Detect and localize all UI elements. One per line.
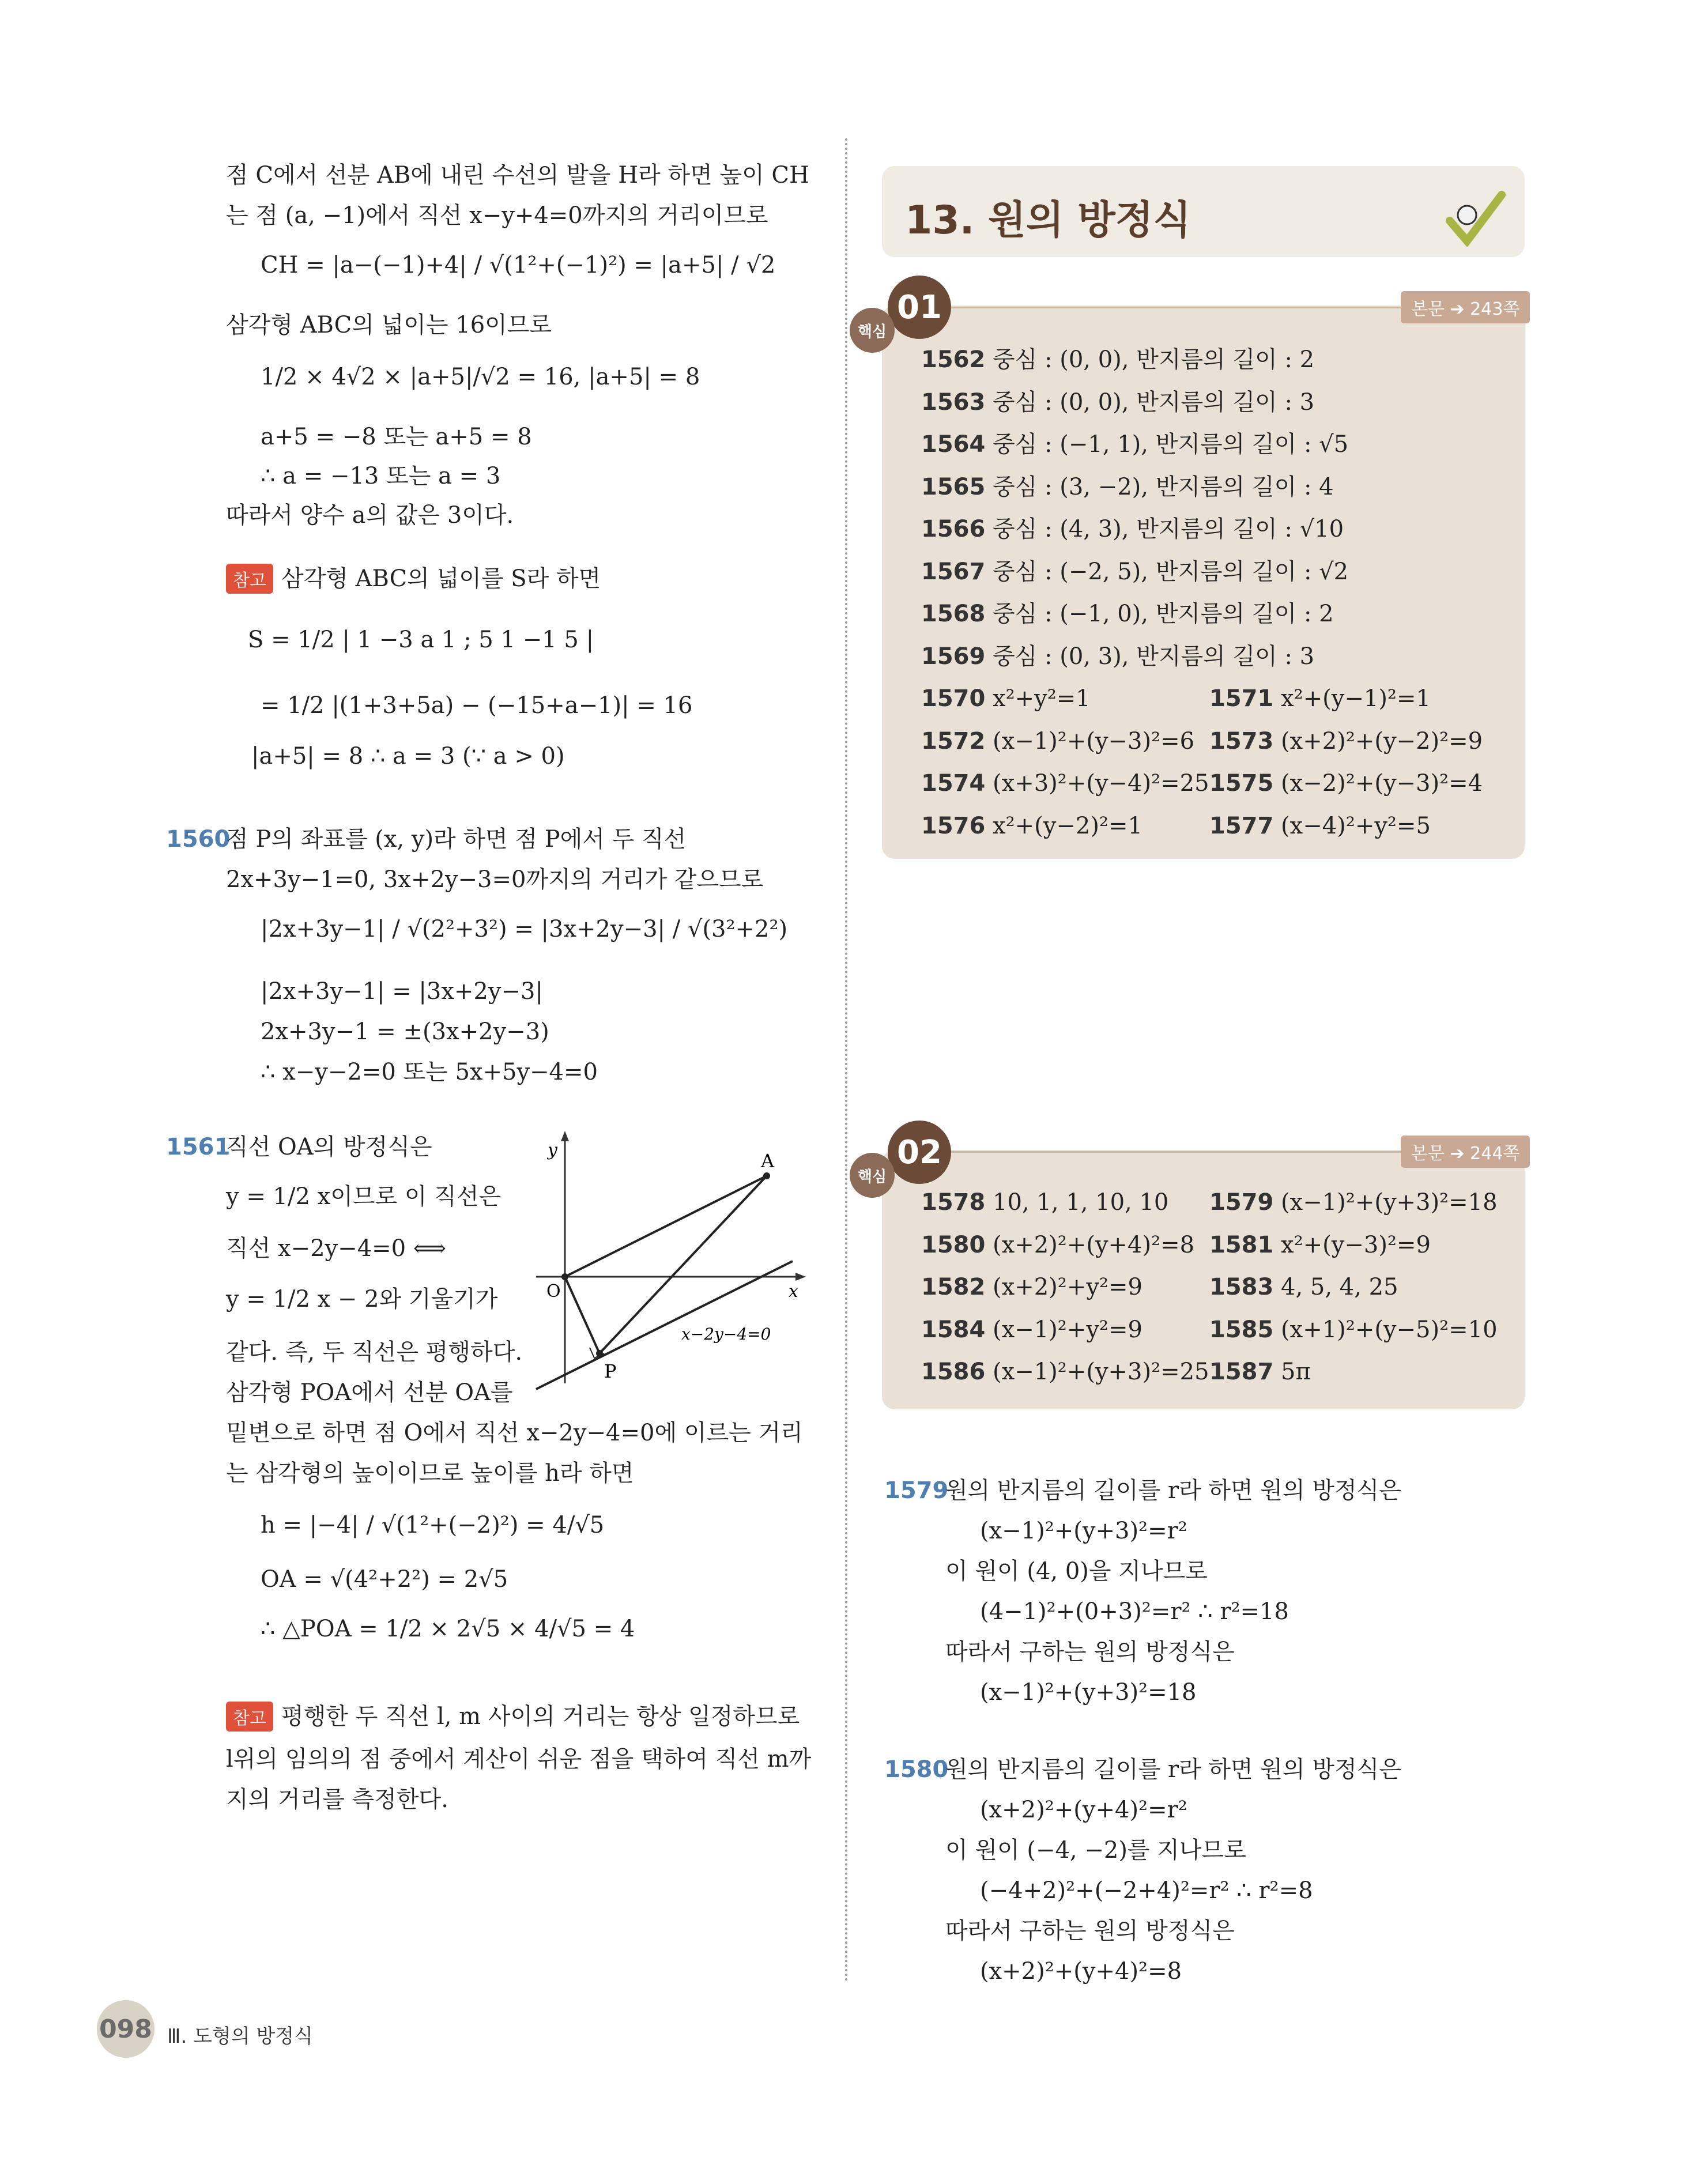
text-line: 직선 x−2y−4=0 ⟺	[226, 1235, 447, 1262]
y-label: y	[548, 1140, 557, 1160]
answer-text: (x−1)²+(y+3)²=18	[1281, 1189, 1498, 1216]
x-label: x	[789, 1281, 798, 1302]
reference-tag: 참고	[226, 564, 273, 594]
answer-number: 1568	[921, 601, 986, 627]
text-line: 따라서 구하는 원의 방정식은	[945, 1918, 1235, 1944]
equation-line: (x−1)²+(y+3)²=18	[980, 1679, 1197, 1706]
box-badge: 01	[888, 276, 951, 339]
text-line: 삼각형 ABC의 넓이는 16이므로	[226, 312, 552, 338]
answer-number: 1577	[1209, 812, 1274, 839]
text-line: 따라서 구하는 원의 방정식은	[945, 1639, 1235, 1665]
problem-number: 1579	[884, 1477, 949, 1504]
point-A	[763, 1172, 770, 1179]
text-line: 따라서 양수 a의 값은 3이다.	[226, 502, 514, 529]
text-line: 점 P의 좌표를 (x, y)라 하면 점 P에서 두 직선	[226, 826, 687, 853]
text-line: 원의 반지름의 길이를 r라 하면 원의 방정식은	[945, 1756, 1401, 1783]
answer-text: x²+y²=1	[993, 685, 1091, 712]
answer-text: 중심 : (−1, 1), 반지름의 길이 : √5	[993, 431, 1349, 458]
answer-item	[921, 1229, 1194, 1261]
answer-item	[921, 471, 1334, 503]
answer-item	[1209, 1229, 1431, 1261]
section-title: 13. 원의 방정식	[905, 198, 1191, 243]
answer-number: 1565	[921, 473, 986, 500]
answer-item	[921, 344, 1314, 376]
a-label: A	[761, 1150, 775, 1172]
answer-number: 1562	[921, 346, 986, 373]
page-reference: 본문 ➔ 243쪽	[1401, 291, 1530, 323]
text-line: 지의 거리를 측정한다.	[226, 1786, 448, 1813]
answer-text: (x+3)²+(y−4)²=25	[993, 770, 1209, 797]
answer-item	[921, 386, 1314, 418]
text-line: 는 점 (a, −1)에서 직선 x−y+4=0까지의 거리이므로	[226, 202, 768, 229]
answer-text: (x−2)²+(y−3)²=4	[1281, 770, 1483, 797]
answer-number: 1583	[1209, 1274, 1274, 1300]
answer-text: (x−1)²+(y+3)²=25	[993, 1359, 1209, 1385]
equation-line: |a+5| = 8 ∴ a = 3 (∵ a > 0)	[251, 743, 565, 770]
answer-item	[921, 513, 1344, 545]
answer-number: 1571	[1209, 685, 1274, 712]
answer-text: 10, 1, 1, 10, 10	[993, 1189, 1169, 1216]
answer-text: 중심 : (4, 3), 반지름의 길이 : √10	[993, 516, 1344, 542]
reference-note	[226, 563, 601, 595]
answer-item	[1209, 682, 1431, 715]
answer-item	[1209, 767, 1483, 799]
text-line: 이 원이 (4, 0)을 지나므로	[945, 1558, 1208, 1585]
problem-number: 1561	[166, 1134, 231, 1160]
answer-text: (x+2)²+y²=9	[993, 1274, 1143, 1300]
answer-item	[921, 428, 1348, 461]
answer-number: 1570	[921, 685, 986, 712]
answer-item	[921, 1356, 1209, 1388]
answer-item	[921, 1271, 1143, 1303]
answer-item	[921, 1186, 1168, 1219]
answer-number: 1587	[1209, 1359, 1274, 1385]
equation-line: = 1/2 |(1+3+5a) − (−15+a−1)| = 16	[261, 692, 693, 719]
text-line: 이 원이 (−4, −2)를 지나므로	[945, 1837, 1246, 1864]
answer-text: x²+(y−2)²=1	[993, 812, 1143, 839]
answer-item	[1209, 1314, 1498, 1346]
answer-text: 중심 : (0, 0), 반지름의 길이 : 3	[993, 388, 1315, 416]
point-O	[561, 1273, 568, 1280]
problem-number: 1580	[884, 1756, 949, 1783]
chapter-title: Ⅲ. 도형의 방정식	[167, 2025, 313, 2048]
answer-item	[921, 810, 1143, 842]
answer-text: x²+(y−3)²=9	[1281, 1231, 1431, 1258]
answer-text: (x+1)²+(y−5)²=10	[1281, 1316, 1498, 1343]
section-title-box	[882, 166, 1525, 257]
answer-text: x²+(y−1)²=1	[1281, 685, 1431, 712]
answer-item	[1209, 810, 1431, 842]
text-line: y = 1/2 x이므로 이 직선은	[226, 1183, 502, 1210]
check-mascot-icon	[1444, 189, 1507, 247]
equation-line: (−4+2)²+(−2+4)²=r² ∴ r²=8	[980, 1877, 1313, 1904]
text-line: 같다. 즉, 두 직선은 평행하다.	[226, 1339, 523, 1366]
problem-number: 1560	[166, 826, 231, 853]
page-reference: 본문 ➔ 244쪽	[1401, 1136, 1530, 1168]
text-line: y = 1/2 x − 2와 기울기가	[226, 1286, 498, 1312]
equation-line: (x+2)²+(y+4)²=r²	[980, 1797, 1187, 1823]
answer-number: 1585	[1209, 1316, 1274, 1343]
text-line: 평행한 두 직선 l, m 사이의 거리는 항상 일정하므로	[281, 1703, 800, 1730]
answer-text: 5π	[1281, 1359, 1311, 1385]
answer-item	[921, 1314, 1143, 1346]
column-divider	[845, 138, 847, 1983]
equation-line: a+5 = −8 또는 a+5 = 8	[261, 424, 532, 450]
answer-number: 1566	[921, 516, 986, 542]
answer-text: 중심 : (−1, 0), 반지름의 길이 : 2	[993, 601, 1334, 627]
equation-line: |2x+3y−1| = |3x+2y−3|	[261, 978, 543, 1005]
answer-text: (x−1)²+y²=9	[993, 1316, 1143, 1343]
equation-line: 2x+3y−1 = ±(3x+2y−3)	[261, 1019, 549, 1045]
box-header-line	[945, 1151, 1407, 1153]
coordinate-graph	[530, 1130, 819, 1401]
answer-text: (x+2)²+(y−2)²=9	[1281, 727, 1483, 755]
point-P	[596, 1350, 603, 1357]
reference-tag: 참고	[226, 1702, 273, 1732]
equation-line: ∴ △POA = 1/2 × 2√5 × 4/√5 = 4	[261, 1616, 635, 1642]
segment-OA	[565, 1176, 767, 1277]
answer-text: 중심 : (0, 3), 반지름의 길이 : 3	[993, 643, 1315, 670]
equation-line: (x−1)²+(y+3)²=r²	[980, 1518, 1187, 1544]
answer-number: 1576	[921, 812, 986, 839]
x-axis-arrow	[795, 1273, 806, 1281]
text-line: 밑변으로 하면 점 O에서 직선 x−2y−4=0에 이르는 거리	[226, 1420, 803, 1446]
answer-number: 1567	[921, 558, 986, 585]
answer-text: 4, 5, 4, 25	[1281, 1274, 1398, 1300]
equation-line: ∴ x−y−2=0 또는 5x+5y−4=0	[261, 1059, 598, 1085]
equation-line: CH = |a−(−1)+4| / √(1²+(−1)²) = |a+5| / √2	[261, 252, 776, 278]
o-label: O	[546, 1281, 561, 1302]
answer-item	[1209, 1356, 1311, 1388]
reference-note	[226, 1700, 800, 1733]
answer-number: 1581	[1209, 1231, 1274, 1258]
equation-line: S = 1/2 | 1 −3 a 1 ; 5 1 −1 5 |	[248, 627, 594, 653]
text-line: 원의 반지름의 길이를 r라 하면 원의 방정식은	[945, 1477, 1401, 1504]
segment-OP	[565, 1277, 599, 1353]
answer-text: 중심 : (0, 0), 반지름의 길이 : 2	[993, 346, 1315, 373]
answer-number: 1584	[921, 1316, 986, 1343]
answer-number: 1582	[921, 1274, 986, 1300]
answer-number: 1575	[1209, 770, 1274, 797]
text-line: l위의 임의의 점 중에서 계산이 쉬운 점을 택하여 직선 m까	[226, 1746, 812, 1772]
answer-item	[1209, 1271, 1398, 1303]
answer-number: 1579	[1209, 1189, 1274, 1216]
answer-text: (x+2)²+(y+4)²=8	[993, 1231, 1195, 1258]
equation-line: 1/2 × 4√2 × |a+5|/√2 = 16, |a+5| = 8	[261, 364, 700, 390]
text-line: 삼각형 ABC의 넓이를 S라 하면	[281, 565, 601, 592]
text-line: 점 C에서 선분 AB에 내린 수선의 발을 H라 하면 높이 CH	[226, 162, 809, 188]
equation-line: OA = √(4²+2²) = 2√5	[261, 1566, 508, 1593]
answer-number: 1586	[921, 1359, 986, 1385]
page-number: 098	[97, 2000, 154, 2058]
core-label: 핵심	[850, 1153, 895, 1198]
answer-item	[921, 682, 1091, 715]
text-line: 삼각형 POA에서 선분 OA를	[226, 1379, 513, 1406]
answer-text: 중심 : (3, −2), 반지름의 길이 : 4	[993, 473, 1334, 500]
answer-text: (x−4)²+y²=5	[1281, 812, 1431, 839]
equation-line: h = |−4| / √(1²+(−2)²) = 4/√5	[261, 1512, 605, 1538]
equation-line: (4−1)²+(0+3)²=r² ∴ r²=18	[980, 1598, 1289, 1625]
text-line: 는 삼각형의 높이이므로 높이를 h라 하면	[226, 1460, 634, 1487]
answer-item	[921, 598, 1334, 630]
equation-line: (x+2)²+(y+4)²=8	[980, 1958, 1182, 1985]
answer-number: 1563	[921, 388, 986, 416]
answer-number: 1569	[921, 643, 986, 670]
answer-text: 중심 : (−2, 5), 반지름의 길이 : √2	[993, 558, 1349, 585]
answer-item	[921, 725, 1194, 757]
line-label: x−2y−4=0	[681, 1325, 771, 1344]
box-header-line	[945, 307, 1407, 308]
answer-item	[921, 556, 1348, 588]
answer-number: 1572	[921, 727, 986, 755]
answer-number: 1580	[921, 1231, 986, 1258]
equation-line: |2x+3y−1| / √(2²+3²) = |3x+2y−3| / √(3²+2²)	[261, 916, 788, 942]
answer-number: 1578	[921, 1189, 986, 1216]
answer-number: 1564	[921, 431, 986, 458]
answer-item	[1209, 725, 1483, 757]
answer-text: (x−1)²+(y−3)²=6	[993, 727, 1195, 755]
answer-item	[921, 640, 1314, 673]
answer-number: 1573	[1209, 727, 1274, 755]
p-label: P	[604, 1360, 617, 1382]
text-line: 직선 OA의 방정식은	[226, 1134, 432, 1160]
answer-item	[921, 767, 1209, 799]
answer-item	[1209, 1186, 1498, 1219]
equation-line: ∴ a = −13 또는 a = 3	[261, 463, 501, 489]
answer-number: 1574	[921, 770, 986, 797]
box-badge: 02	[888, 1121, 951, 1184]
core-label: 핵심	[850, 308, 895, 353]
text-line: 2x+3y−1=0, 3x+2y−3=0까지의 거리가 같으므로	[226, 866, 764, 893]
y-axis-arrow	[561, 1131, 569, 1141]
